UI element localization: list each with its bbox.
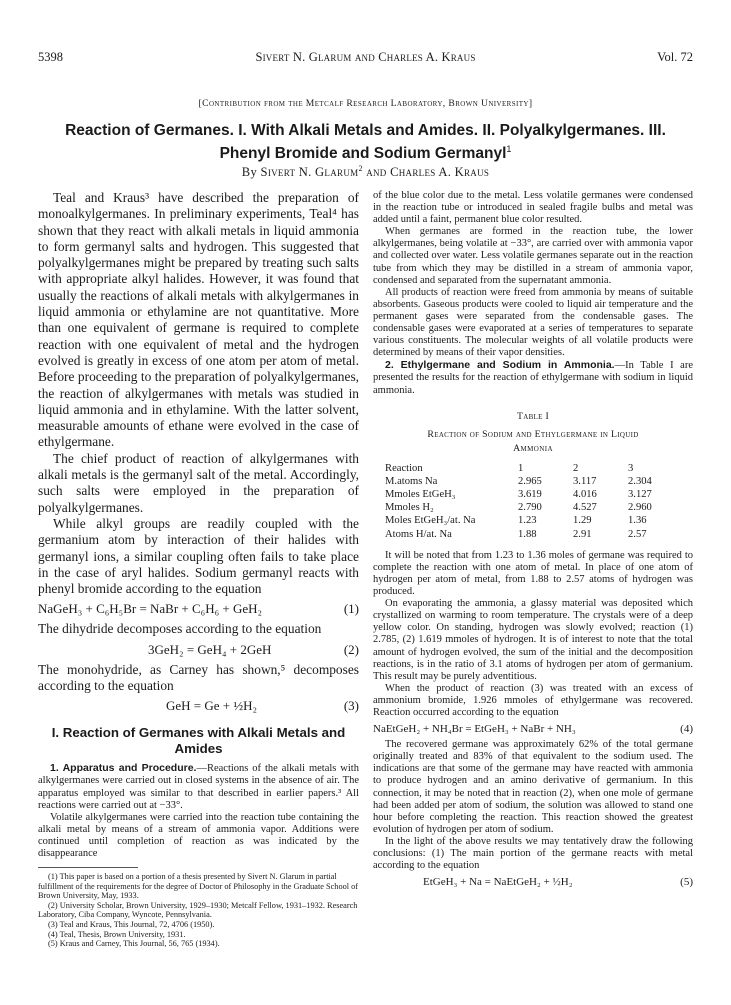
equation-5-text: EtGeH₃ + Na = NaEtGeH₂ + ½H₂ bbox=[423, 876, 573, 889]
author-2: Charles A. Kraus bbox=[390, 165, 490, 180]
table-cell: 3.117 bbox=[573, 475, 597, 487]
equation-2-number: (2) bbox=[343, 641, 359, 657]
apparatus-runin-heading: 1. Apparatus and Procedure. bbox=[50, 762, 197, 775]
equation-5-number: (5) bbox=[680, 876, 693, 889]
footnote-2: (2) University Scholar, Brown University, 1929–1930; Metcalf Fellow, 1931–1932. Research Laboratory, Ciba Company, Wyncote, Pennsylvania. bbox=[38, 900, 358, 920]
equation-1 bbox=[38, 601, 359, 617]
table-cell: 2.304 bbox=[628, 475, 652, 487]
table-row bbox=[385, 489, 683, 502]
equation-3-text: GeH = Ge + ½H₂ bbox=[166, 698, 258, 714]
equation-2 bbox=[38, 642, 359, 658]
table-row-label: Atoms H/at. Na bbox=[385, 528, 452, 540]
author-1: Sivert N. Glarum bbox=[260, 165, 359, 180]
table-cell: 2.790 bbox=[518, 502, 542, 514]
table-row-label: Reaction bbox=[385, 462, 423, 474]
table-row bbox=[385, 476, 683, 489]
equation-3-number: (3) bbox=[343, 698, 359, 714]
table-cell: 3 bbox=[628, 462, 634, 474]
table-row bbox=[385, 515, 683, 528]
equation-4 bbox=[373, 722, 693, 736]
equation-4-text: NaEtGeH₂ + NH₄Br = EtGeH₃ + NaBr + NH₃ bbox=[373, 723, 576, 736]
table-label: Table I bbox=[516, 410, 550, 422]
table-cell: 1 bbox=[518, 462, 524, 474]
ethylgermane-paragraph bbox=[373, 359, 693, 396]
table-body bbox=[385, 463, 683, 542]
volume-label: Vol. 72 bbox=[657, 50, 693, 64]
byline-and: and bbox=[366, 165, 387, 180]
right-paragraph-3: All products of reaction were freed from ammonia by means of suitable absorbents. Gaseous products were cooled to liquid air temperature and the permanent gases were separated from the condensable gases. The condensable gases were evaporated at a series of temperatures to separate various constituents. The molecular weights of all volatile products were determined by means of their vapor densities. bbox=[373, 286, 693, 359]
equation-1-number: (1) bbox=[343, 601, 359, 617]
table-cell: 2 bbox=[573, 462, 579, 474]
right-paragraph-8: The recovered germane was approximately 62% of the total germane originally treated and 83% of that equivalent to the sodium used. The indications are that some of the germane may have reacted with ammonia to produce hydrogen and an amino derivative of germanium. In this connection, it may be noted that in reaction (2), when one mole of germane had been added per atom of sodium, the solution was allowed to stand one hour before completing the reaction. This reaction showed the greatest evolution of hydrogen per atom of sodium. bbox=[373, 739, 693, 835]
table-row-label: Mmoles H₂ bbox=[385, 502, 434, 514]
intro-paragraph-1: Teal and Kraus³ have described the preparation of monoalkylgermanes. In preliminary experiments, Teal⁴ has shown that they react with alkali metals in liquid ammonia to form germanyl salts and hydrogen. This suggested that polyalkylgermanes might be prepared by treating such salts with appropriate alkyl halides. However, it was found that usually the reactions of alkali metals with alkylgermanes in liquid ammonia or ethylamine are not quantitative. More than one equivalent of germane is required to complete reaction with one equivalent of metal and the hydrogen evolved is greatly in excess of one atom per atom of metal. Before proceeding to the preparation of polyalkylgermanes, the reaction of alkylgermanes with metals was studied in liquid ammonia and in ethylamine. With the latter solvent, measurable amounts of ethane were evolved in the case of ethylgermane. bbox=[38, 190, 359, 450]
byline-by: By bbox=[241, 165, 258, 180]
right-paragraph-6: On evaporating the ammonia, a glassy material was deposited which crystallized on warming to room temperature. The crystals were of a deep yellow color. On standing, hydrogen was slowly evolved; reaction (1) 2.785, (2) 1.619 mmoles of hydrogen. It is of interest to note that the total amount of hydrogen evolved, the sum of the initial and the decomposition reactions, is in the ratio of 3.1 atoms of hydrogen per atom of germanium. This result may be purely adventitious. bbox=[373, 598, 693, 682]
footnote-rule bbox=[38, 867, 138, 868]
footnote-1: (1) This paper is based on a portion of a thesis presented by Sivert N. Glarum in partial fulfillment of the requirements for the degree of Doctor of Philosophy in the Graduate School of Brown University, May, 1933. bbox=[38, 872, 359, 901]
equation-1-text: NaGeH₃ + C₆H₅Br = NaBr + C₆H₆ + GeH₂ bbox=[38, 601, 263, 617]
table-row bbox=[385, 502, 683, 515]
footnote-4: (4) Teal, Thesis, Brown University, 1931. bbox=[48, 929, 186, 939]
table-cell: 2.91 bbox=[573, 528, 592, 540]
title-text: Reaction of Germanes. I. With Alkali Metals and Amides. II. Polyalkylgermanes. III. Phenyl Bromide and Sodium Germanyl bbox=[65, 122, 666, 163]
right-paragraph-1: of the blue color due to the metal. Less volatile germanes were condensed in the reaction tube or introduced in sealed fragile bulbs and metal was added until a faint, permanent blue color resulted. bbox=[373, 190, 693, 226]
table-cell: 4.527 bbox=[573, 502, 597, 514]
running-title: Sivert N. Glarum and Charles A. Kraus bbox=[255, 50, 476, 64]
text-between-eq2-eq3: The monohydride, as Carney has shown,⁵ decomposes according to the equation bbox=[38, 661, 359, 694]
table-row bbox=[385, 529, 683, 542]
section-heading: I. Reaction of Germanes with Alkali Metals and Amides bbox=[51, 725, 346, 757]
apparatus-text: —Reactions of the alkali metals with alkylgermanes were carried out in closed systems in the absence of air. The apparatus employed was similar to that described in earlier papers.³ All reactions were carried out at −33°. bbox=[38, 763, 359, 811]
ethylgermane-runin-heading: 2. Ethylgermane and Sodium in Ammonia. bbox=[385, 359, 615, 372]
running-header bbox=[38, 50, 693, 68]
author-1-footnote-mark: 2 bbox=[358, 164, 363, 173]
table-cell: 1.88 bbox=[518, 528, 537, 540]
right-paragraph-7: When the product of reaction (3) was treated with an excess of ammonium bromide, 1.926 mmoles of ethylgermane was recovered. Reaction occurred according to the equation bbox=[373, 682, 693, 719]
intro-paragraph-3: While alkyl groups are readily coupled with the germanium atom by interaction of their halides with germanyl ions, a similar coupling often fails to take place in the case of aryl halides. Sodium germanyl reacts with phenyl bromide according to the equation bbox=[38, 515, 359, 597]
table-row-label: Moles EtGeH₃/at. Na bbox=[385, 515, 476, 527]
table-cell: 2.960 bbox=[628, 502, 652, 514]
table-caption-line-2: Ammonia bbox=[513, 442, 553, 454]
table-cell: 3.619 bbox=[518, 489, 542, 500]
right-paragraph-2: When germanes are formed in the reaction tube, the lower alkylgermanes, being volatile at −33°, are carried over with ammonia vapor and collected over water. Less volatile germanes separate out in the reaction tube from which they may be distilled in a stream of ammonia vapor, condensed and separated from the supernatant ammonia. bbox=[373, 226, 693, 286]
equation-2-text: 3GeH₂ = GeH₄ + 2GeH bbox=[148, 641, 272, 657]
title-footnote-mark: 1 bbox=[506, 144, 512, 154]
article-title bbox=[60, 121, 671, 163]
table-cell: 2.57 bbox=[628, 528, 647, 540]
table-caption-line-1: Reaction of Sodium and Ethylgermane in Liquid bbox=[427, 428, 639, 440]
ethylgermane-text: —In Table I are presented the results for the reaction of ethylgermane with sodium in liquid ammonia. bbox=[373, 360, 693, 396]
apparatus-paragraph bbox=[38, 762, 359, 811]
equation-5 bbox=[373, 875, 693, 889]
table-row-label: M.atoms Na bbox=[385, 475, 438, 487]
intro-paragraph-2: The chief product of reaction of alkylgermanes with alkali metals is the germanyl salt of the metal. Accordingly, such salts were employed in the preparation of polyalkylgermanes. bbox=[38, 450, 359, 515]
left-column bbox=[38, 190, 359, 949]
right-column bbox=[373, 190, 693, 892]
table-row bbox=[385, 463, 683, 476]
volatile-paragraph: Volatile alkylgermanes were carried into the reaction tube containing the alkali metal by means of a stream of ammonia vapor. Additions were continued until completion of reaction as was indicated by the disappearance bbox=[38, 811, 359, 859]
table-cell: 2.965 bbox=[518, 475, 542, 487]
table-cell: 1.23 bbox=[518, 515, 537, 527]
byline bbox=[0, 164, 731, 180]
footnote-3: (3) Teal and Kraus, This Journal, 72, 4706 (1950). bbox=[48, 920, 215, 930]
table-cell: 1.36 bbox=[628, 515, 647, 527]
table-row-label: Mmoles EtGeH₃ bbox=[385, 489, 456, 500]
table-1 bbox=[385, 463, 683, 542]
page-number: 5398 bbox=[38, 50, 63, 64]
contribution-line: [Contribution from the Metcalf Research Laboratory, Brown University] bbox=[198, 98, 533, 109]
right-paragraph-5: It will be noted that from 1.23 to 1.36 moles of germane was required to complete the reaction with one atom of metal. In place of one atom of hydrogen per atom of metal, from 1.88 to 2.57 atoms of hydrogen was produced. bbox=[373, 549, 693, 598]
table-cell: 4.016 bbox=[573, 489, 597, 500]
text-between-eq1-eq2: The dihydride decomposes according to the equation bbox=[38, 621, 322, 637]
right-paragraph-9: In the light of the above results we may tentatively draw the following conclusions: (1) The main portion of the germane reacts with metal according to the equation bbox=[373, 835, 693, 872]
table-cell: 3.127 bbox=[628, 489, 652, 500]
equation-3 bbox=[38, 698, 359, 714]
footnote-5: (5) Kraus and Carney, This Journal, 56, 765 (1934). bbox=[48, 939, 220, 949]
equation-4-number: (4) bbox=[680, 723, 693, 736]
table-cell: 1.29 bbox=[573, 515, 592, 527]
